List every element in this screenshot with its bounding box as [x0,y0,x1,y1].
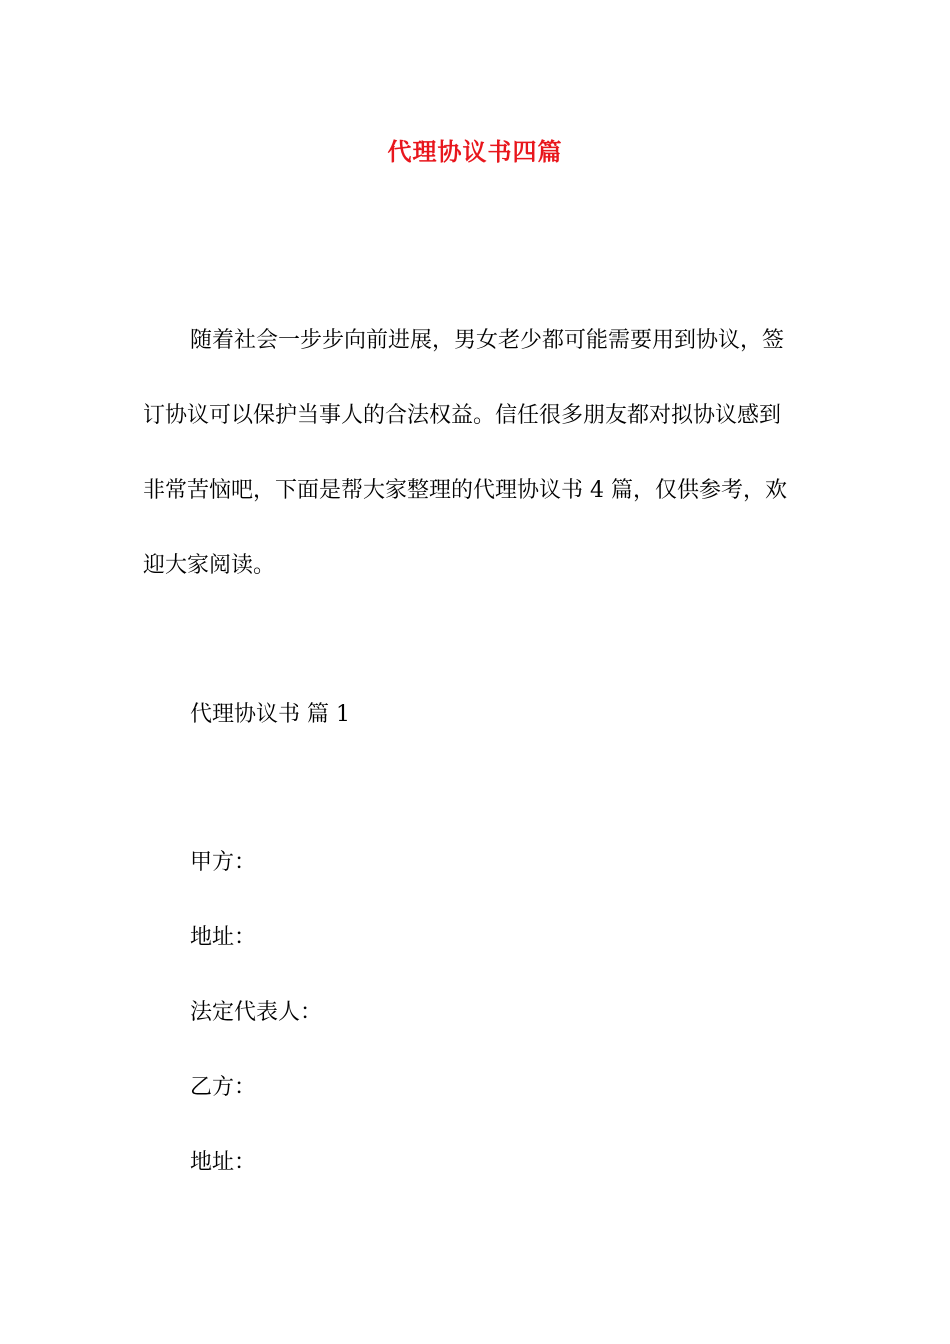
field-address-b: 地址： [190,1150,257,1175]
intro-line-3: 非常苦恼吧，下面是帮大家整理的代理协议书 4 篇，仅供参考，欢 [143,478,787,503]
document-title: 代理协议书四篇 [387,137,563,166]
field-party-b: 乙方： [190,1075,257,1100]
intro-line-4: 迎大家阅读。 [143,553,276,578]
intro-line-2: 订协议可以保护当事人的合法权益。信任很多朋友都对拟协议感到 [143,403,782,428]
field-address-a: 地址： [190,925,257,950]
intro-line-1: 随着社会一步步向前进展，男女老少都可能需要用到协议，签 [190,328,785,353]
section-heading: 代理协议书 篇 1 [190,702,350,727]
field-party-a: 甲方： [190,850,257,875]
field-legal-representative: 法定代表人： [190,1000,323,1025]
